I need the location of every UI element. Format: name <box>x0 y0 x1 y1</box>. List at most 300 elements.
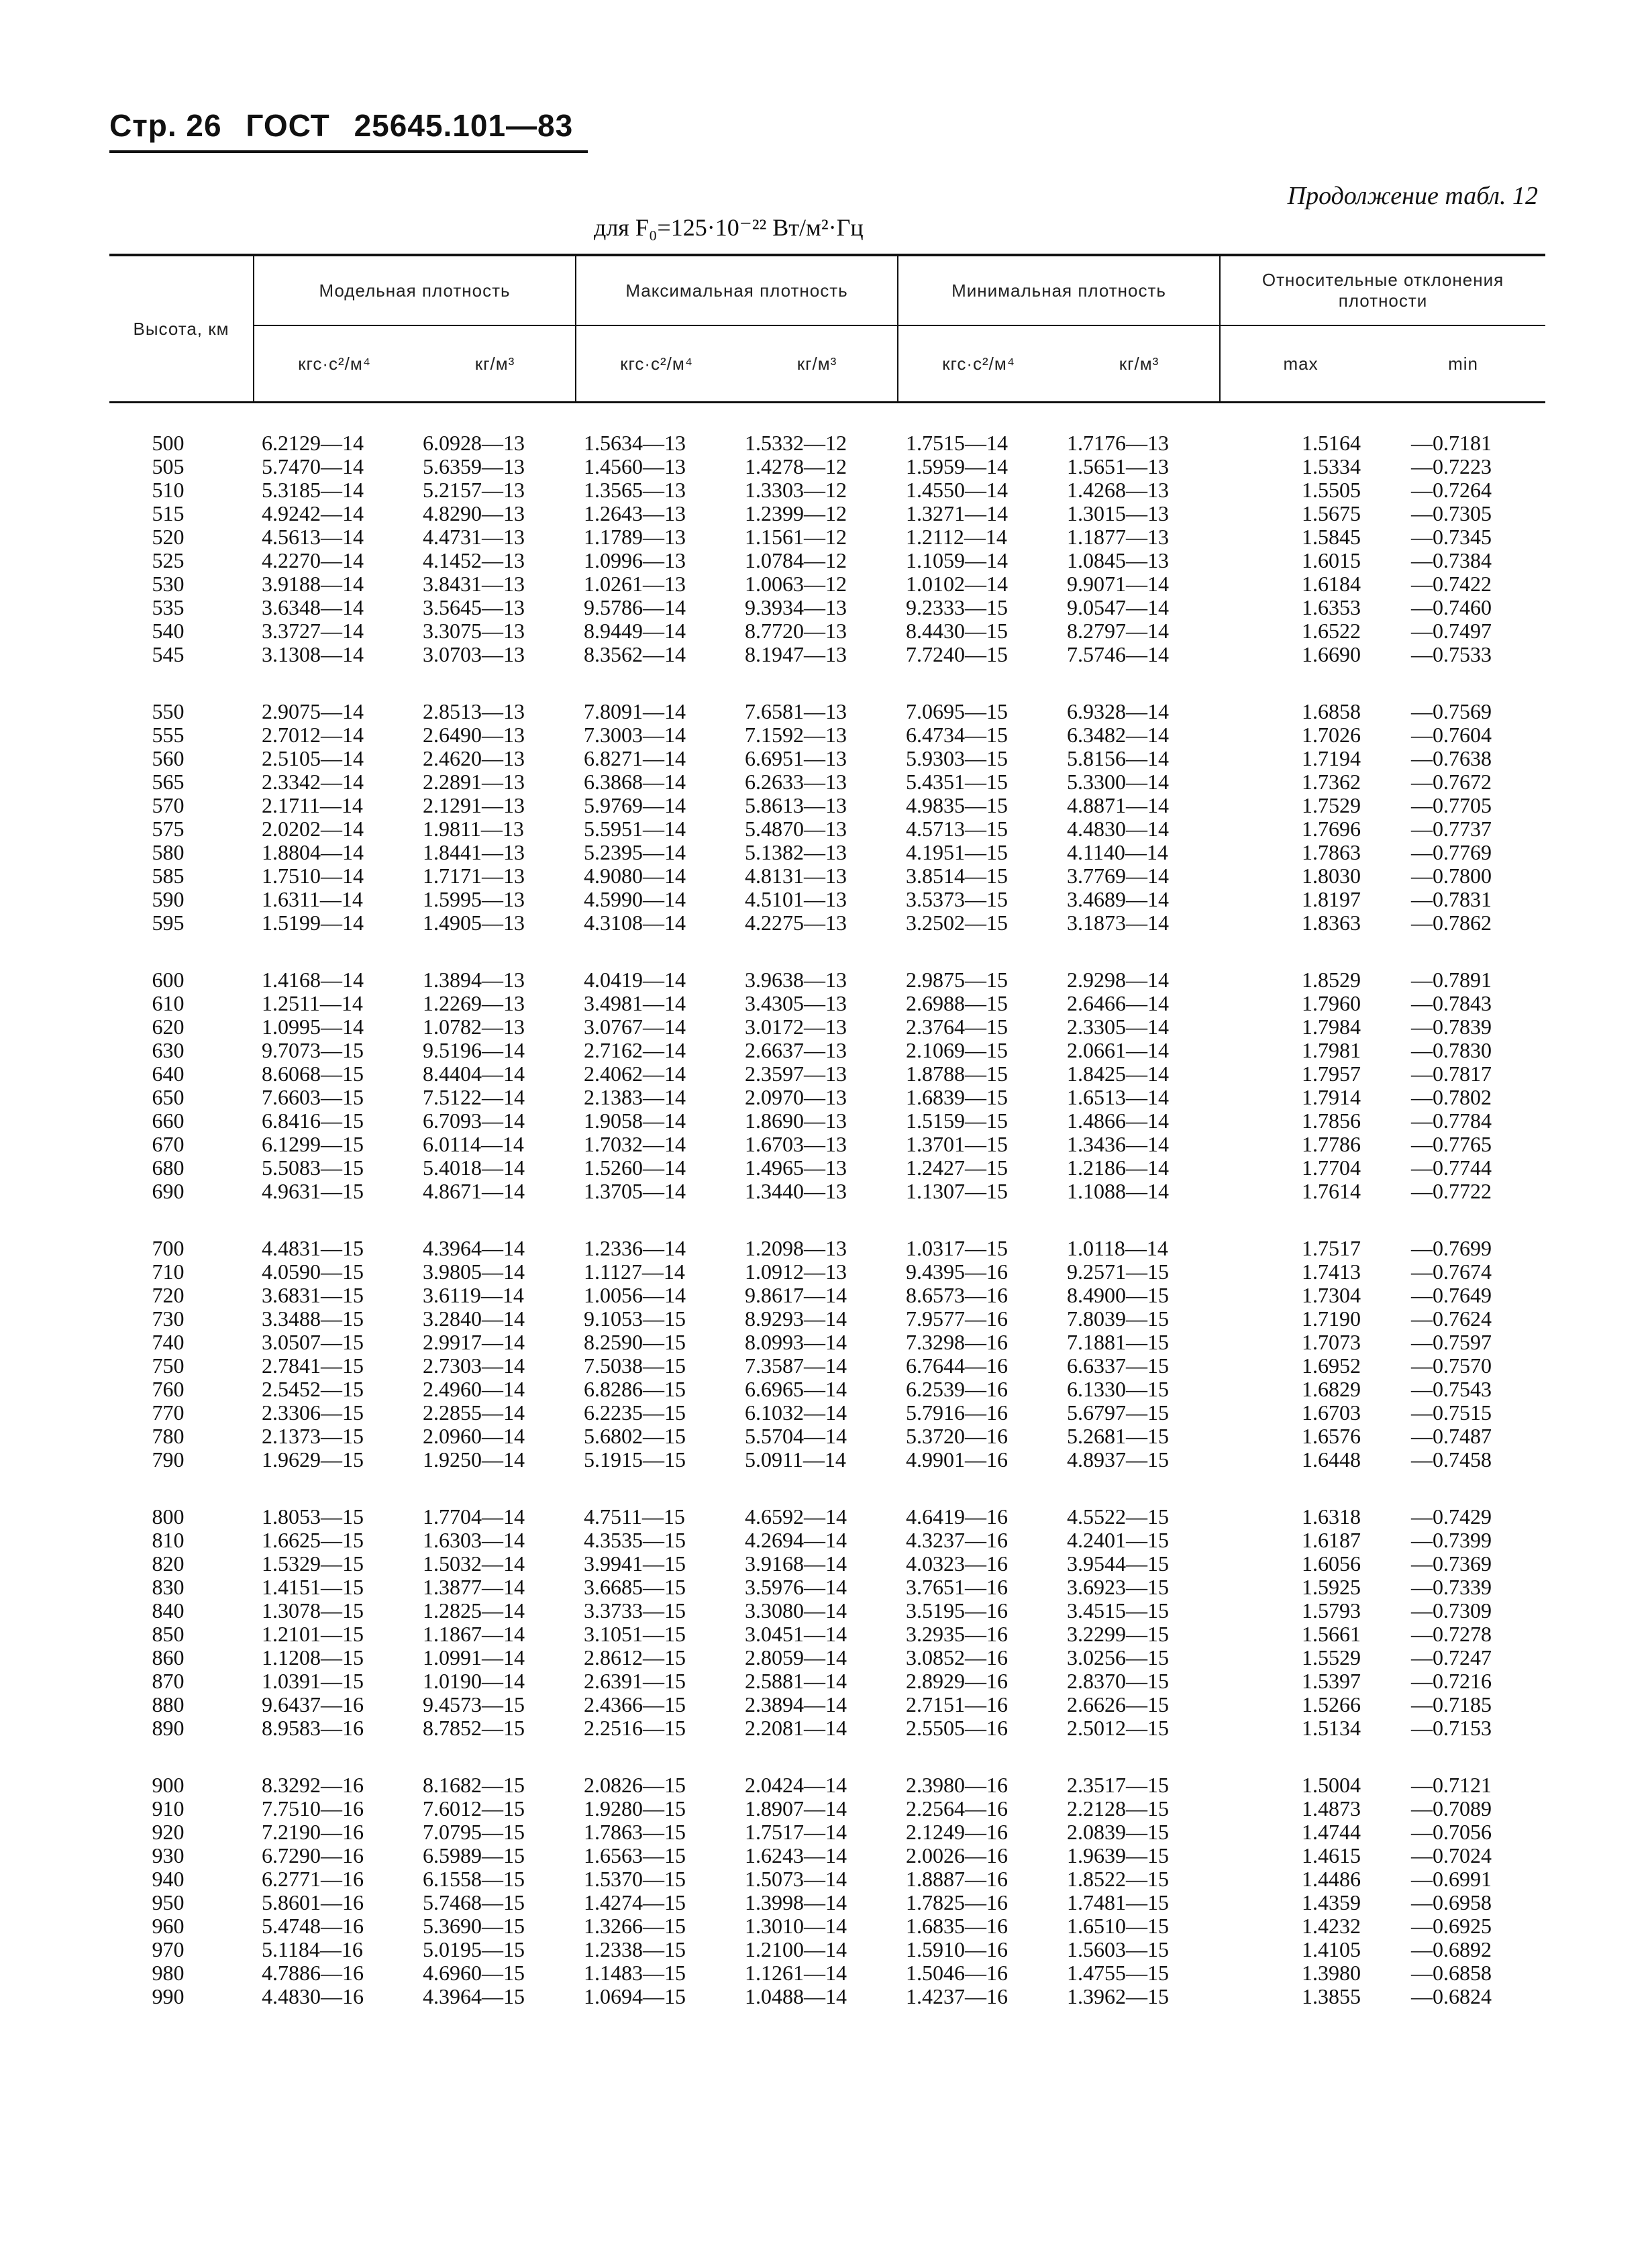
value-cell: 2.4620—13 <box>423 746 525 770</box>
value-cell: 3.9544—15 <box>1067 1551 1170 1576</box>
altitude-cell: 830 <box>152 1575 185 1599</box>
value-cell: 1.3701—15 <box>906 1132 1009 1156</box>
altitude-cell: 510 <box>152 478 185 502</box>
table-row <box>109 1774 1545 1797</box>
table-row <box>109 747 1545 770</box>
altitude-cell: 890 <box>152 1716 185 1740</box>
value-cell: —0.7429 <box>1411 1504 1492 1529</box>
table-row <box>109 502 1545 525</box>
value-cell: 8.3292—16 <box>262 1773 364 1797</box>
value-cell: 1.6311—14 <box>262 887 363 911</box>
altitude-cell: 850 <box>152 1622 185 1646</box>
value-cell: 1.7190 <box>1302 1306 1361 1331</box>
value-cell: 1.3440—13 <box>745 1179 847 1203</box>
value-cell: 1.5529 <box>1302 1645 1361 1670</box>
value-cell: 2.0970—13 <box>745 1085 847 1109</box>
value-cell: 2.1249—16 <box>906 1820 1009 1844</box>
altitude-cell: 640 <box>152 1062 185 1086</box>
altitude-cell: 930 <box>152 1843 185 1867</box>
table-row <box>109 478 1545 502</box>
altitude-cell: 590 <box>152 887 185 911</box>
value-cell: 1.2098—13 <box>745 1236 847 1260</box>
value-cell: 9.2333—15 <box>906 595 1009 619</box>
value-cell: 2.1069—15 <box>906 1038 1009 1062</box>
table-row <box>109 572 1545 596</box>
value-cell: 8.9583—16 <box>262 1716 364 1740</box>
value-cell: 1.4237—16 <box>906 1984 1009 2008</box>
value-cell: 3.5645—13 <box>423 595 525 619</box>
altitude-cell: 570 <box>152 793 185 817</box>
value-cell: 3.0172—13 <box>745 1015 847 1039</box>
value-cell: 1.3705—14 <box>584 1179 686 1203</box>
table-row <box>109 619 1545 643</box>
value-cell: 5.2157—13 <box>423 478 525 502</box>
value-cell: 9.5786—14 <box>584 595 686 619</box>
value-cell: 9.0547—14 <box>1067 595 1170 619</box>
value-cell: —0.7891 <box>1411 968 1492 992</box>
value-cell: 1.1307—15 <box>906 1179 1009 1203</box>
value-cell: 5.5704—14 <box>745 1424 847 1448</box>
value-cell: 1.3010—14 <box>745 1914 847 1938</box>
value-cell: 7.0795—15 <box>423 1820 525 1844</box>
value-cell: 3.5195—16 <box>906 1598 1009 1623</box>
value-cell: 1.8690—13 <box>745 1109 847 1133</box>
value-cell: 1.8907—14 <box>745 1796 847 1820</box>
altitude-cell: 780 <box>152 1424 185 1448</box>
table-row <box>109 1693 1545 1716</box>
table-row <box>109 596 1545 619</box>
value-cell: 9.6437—16 <box>262 1692 364 1716</box>
value-cell: 3.9638—13 <box>745 968 847 992</box>
value-cell: 2.7841—15 <box>262 1353 364 1378</box>
value-cell: 1.6448 <box>1302 1447 1361 1472</box>
table-row <box>109 1156 1545 1180</box>
page-header <box>109 107 588 153</box>
table-row <box>109 1985 1545 2008</box>
table-row <box>109 1867 1545 1891</box>
value-cell: 1.7825—16 <box>906 1890 1009 1914</box>
value-cell: 2.4366—15 <box>584 1692 686 1716</box>
value-cell: 1.5260—14 <box>584 1156 686 1180</box>
value-cell: 5.0195—15 <box>423 1937 525 1961</box>
value-cell: 8.9449—14 <box>584 619 686 643</box>
value-cell: —0.7765 <box>1411 1132 1492 1156</box>
value-cell: 2.6988—15 <box>906 991 1009 1015</box>
altitude-cell: 680 <box>152 1156 185 1180</box>
value-cell: 3.2502—15 <box>906 911 1009 935</box>
table-row <box>109 1237 1545 1260</box>
altitude-cell: 620 <box>152 1015 185 1039</box>
value-cell: 2.3597—13 <box>745 1062 847 1086</box>
value-cell: 2.0424—14 <box>745 1773 847 1797</box>
value-cell: 5.5083—15 <box>262 1156 364 1180</box>
value-cell: 2.0839—15 <box>1067 1820 1170 1844</box>
value-cell: 2.6391—15 <box>584 1669 686 1693</box>
value-cell: 2.2516—15 <box>584 1716 686 1740</box>
table-row <box>109 817 1545 841</box>
value-cell: 2.2855—14 <box>423 1400 525 1425</box>
value-cell: 6.2771—16 <box>262 1867 364 1891</box>
value-cell: 8.4404—14 <box>423 1062 525 1086</box>
value-cell: 1.1127—14 <box>584 1260 685 1284</box>
value-cell: 1.7176—13 <box>1067 431 1170 455</box>
value-cell: 1.8363 <box>1302 911 1361 935</box>
value-cell: 3.7769—14 <box>1067 864 1170 888</box>
table-row <box>109 1425 1545 1448</box>
value-cell: 4.8937—15 <box>1067 1447 1170 1472</box>
value-cell: 1.4232 <box>1302 1914 1361 1938</box>
value-cell: 1.4560—13 <box>584 454 686 478</box>
value-cell: 7.5038—15 <box>584 1353 686 1378</box>
altitude-header: Высота, км <box>109 255 254 403</box>
value-cell: 1.4744 <box>1302 1820 1361 1844</box>
value-cell: 6.3482—14 <box>1067 723 1170 747</box>
value-cell: 1.7304 <box>1302 1283 1361 1307</box>
value-cell: 4.7886—16 <box>262 1961 364 1985</box>
value-cell: 1.9629—15 <box>262 1447 364 1472</box>
value-cell: 1.3015—13 <box>1067 501 1170 525</box>
value-cell: 5.4870—13 <box>745 817 847 841</box>
value-cell: 1.7171—13 <box>423 864 525 888</box>
value-cell: 1.3271—14 <box>906 501 1009 525</box>
value-cell: 1.4905—13 <box>423 911 525 935</box>
altitude-cell: 740 <box>152 1330 185 1354</box>
altitude-cell: 560 <box>152 746 185 770</box>
value-cell: 3.3727—14 <box>262 619 364 643</box>
altitude-cell: 700 <box>152 1236 185 1260</box>
value-cell: 7.3298—16 <box>906 1330 1009 1354</box>
value-cell: 4.2401—15 <box>1067 1528 1170 1552</box>
value-cell: 6.6951—13 <box>745 746 847 770</box>
altitude-cell: 730 <box>152 1306 185 1331</box>
value-cell: 1.8522—15 <box>1067 1867 1170 1891</box>
value-cell: 1.1059—14 <box>906 548 1009 572</box>
value-cell: 1.1088—14 <box>1067 1179 1170 1203</box>
value-cell: 5.4748—16 <box>262 1914 364 1938</box>
value-cell: 1.5134 <box>1302 1716 1361 1740</box>
value-cell: 1.0782—13 <box>423 1015 525 1039</box>
value-cell: 2.6466—14 <box>1067 991 1170 1015</box>
value-cell: 1.8788—15 <box>906 1062 1009 1086</box>
value-cell: 2.5505—16 <box>906 1716 1009 1740</box>
value-cell: 1.0694—15 <box>584 1984 686 2008</box>
group-spacer <box>109 666 1545 700</box>
value-cell: 3.6685—15 <box>584 1575 686 1599</box>
value-cell: 5.2395—14 <box>584 840 686 864</box>
value-cell: 2.2128—15 <box>1067 1796 1170 1820</box>
table-row <box>109 1820 1545 1844</box>
value-cell: 1.7696 <box>1302 817 1361 841</box>
value-cell: 4.5990—14 <box>584 887 686 911</box>
value-cell: 1.0317—15 <box>906 1236 1009 1260</box>
table-row <box>109 723 1545 747</box>
value-cell: 1.6952 <box>1302 1353 1361 1378</box>
value-cell: 1.4486 <box>1302 1867 1361 1891</box>
value-cell: 5.5951—14 <box>584 817 686 841</box>
value-cell: 1.4866—14 <box>1067 1109 1170 1133</box>
value-cell: 1.6015 <box>1302 548 1361 572</box>
value-cell: 1.6187 <box>1302 1528 1361 1552</box>
value-cell: 1.4965—13 <box>745 1156 847 1180</box>
value-cell: 1.7515—14 <box>906 431 1009 455</box>
table-row <box>109 968 1545 992</box>
altitude-cell: 760 <box>152 1377 185 1401</box>
value-cell: —0.7339 <box>1411 1575 1492 1599</box>
value-cell: 2.0026—16 <box>906 1843 1009 1867</box>
value-cell: 6.8416—15 <box>262 1109 364 1133</box>
value-cell: 9.4573—15 <box>423 1692 525 1716</box>
value-cell: 1.8425—14 <box>1067 1062 1170 1086</box>
value-cell: 5.7470—14 <box>262 454 364 478</box>
value-cell: 1.8529 <box>1302 968 1361 992</box>
table-row <box>109 1576 1545 1599</box>
value-cell: 1.5334 <box>1302 454 1361 478</box>
value-cell: 2.0960—14 <box>423 1424 525 1448</box>
value-cell: 3.6923—15 <box>1067 1575 1170 1599</box>
value-cell: 1.0991—14 <box>423 1645 525 1670</box>
value-cell: —0.7384 <box>1411 548 1492 572</box>
value-cell: 1.3962—15 <box>1067 1984 1170 2008</box>
value-cell: 1.9058—14 <box>584 1109 686 1133</box>
value-cell: —0.6892 <box>1411 1937 1492 1961</box>
value-cell: 1.6353 <box>1302 595 1361 619</box>
value-cell: 8.4900—15 <box>1067 1283 1170 1307</box>
value-cell: —0.7369 <box>1411 1551 1492 1576</box>
value-cell: 8.7852—15 <box>423 1716 525 1740</box>
value-cell: 1.4274—15 <box>584 1890 686 1914</box>
value-cell: 1.5073—14 <box>745 1867 847 1891</box>
value-cell: 3.1308—14 <box>262 642 364 666</box>
value-cell: 1.5046—16 <box>906 1961 1009 1985</box>
value-cell: 2.9917—14 <box>423 1330 525 1354</box>
value-cell: 4.6592—14 <box>745 1504 847 1529</box>
value-cell: 1.4550—14 <box>906 478 1009 502</box>
altitude-cell: 950 <box>152 1890 185 1914</box>
value-cell: 3.0507—15 <box>262 1330 364 1354</box>
value-cell: 1.7914 <box>1302 1085 1361 1109</box>
value-cell: 1.3980 <box>1302 1961 1361 1985</box>
value-cell: 9.7073—15 <box>262 1038 364 1062</box>
value-cell: 1.5675 <box>1302 501 1361 525</box>
altitude-cell: 670 <box>152 1132 185 1156</box>
value-cell: 7.2190—16 <box>262 1820 364 1844</box>
value-cell: 1.2825—14 <box>423 1598 525 1623</box>
value-cell: 4.9080—14 <box>584 864 686 888</box>
value-cell: 1.8804—14 <box>262 840 364 864</box>
table-row <box>109 1062 1545 1086</box>
value-cell: 5.8601—16 <box>262 1890 364 1914</box>
value-cell: 1.6184 <box>1302 572 1361 596</box>
value-cell: 6.7290—16 <box>262 1843 364 1867</box>
value-cell: 3.6348—14 <box>262 595 364 619</box>
value-cell: 1.7026 <box>1302 723 1361 747</box>
value-cell: 2.7151—16 <box>906 1692 1009 1716</box>
value-cell: 6.1299—15 <box>262 1132 364 1156</box>
value-cell: 3.5976—14 <box>745 1575 847 1599</box>
value-cell: 1.0056—14 <box>584 1283 686 1307</box>
value-cell: —0.7604 <box>1411 723 1492 747</box>
value-cell: 5.1915—15 <box>584 1447 686 1472</box>
altitude-cell: 520 <box>152 525 185 549</box>
value-cell: 1.4278—12 <box>745 454 847 478</box>
table-row <box>109 1797 1545 1820</box>
value-cell: 1.5397 <box>1302 1669 1361 1693</box>
value-cell: 7.8091—14 <box>584 699 686 723</box>
value-cell: —0.7247 <box>1411 1645 1492 1670</box>
value-cell: 2.5105—14 <box>262 746 364 770</box>
value-cell: 2.9298—14 <box>1067 968 1170 992</box>
value-cell: 8.2797—14 <box>1067 619 1170 643</box>
value-cell: 1.6625—15 <box>262 1528 364 1552</box>
table-row <box>109 1938 1545 1961</box>
value-cell: 1.3855 <box>1302 1984 1361 2008</box>
value-cell: 6.1330—15 <box>1067 1377 1170 1401</box>
value-cell: 4.2270—14 <box>262 548 364 572</box>
value-cell: 1.5505 <box>1302 478 1361 502</box>
altitude-cell: 575 <box>152 817 185 841</box>
value-cell: 1.6858 <box>1302 699 1361 723</box>
value-cell: 1.0261—13 <box>584 572 686 596</box>
value-cell: 1.7863 <box>1302 840 1361 864</box>
value-cell: 1.0102—14 <box>906 572 1009 596</box>
value-cell: 2.7012—14 <box>262 723 364 747</box>
value-cell: 7.6012—15 <box>423 1796 525 1820</box>
standard-label: ГОСТ <box>246 108 330 143</box>
value-cell: 8.0993—14 <box>745 1330 847 1354</box>
altitude-cell: 530 <box>152 572 185 596</box>
value-cell: —0.7223 <box>1411 454 1492 478</box>
value-cell: —0.7570 <box>1411 1353 1492 1378</box>
value-cell: 1.7863—15 <box>584 1820 686 1844</box>
altitude-cell: 505 <box>152 454 185 478</box>
value-cell: 5.1184—16 <box>262 1937 363 1961</box>
value-cell: 1.6056 <box>1302 1551 1361 1576</box>
table-row <box>109 794 1545 817</box>
value-cell: 1.2101—15 <box>262 1622 364 1646</box>
value-cell: 4.4830—14 <box>1067 817 1170 841</box>
value-cell: —0.7309 <box>1411 1598 1492 1623</box>
value-cell: 2.8513—13 <box>423 699 525 723</box>
table-row <box>109 549 1545 572</box>
altitude-cell: 515 <box>152 501 185 525</box>
value-cell: 6.6337—15 <box>1067 1353 1170 1378</box>
value-cell: 1.5995—13 <box>423 887 525 911</box>
altitude-cell: 820 <box>152 1551 185 1576</box>
value-cell: 6.2235—15 <box>584 1400 686 1425</box>
value-cell: 5.9769—14 <box>584 793 686 817</box>
table-row <box>109 1844 1545 1867</box>
value-cell: 1.2643—13 <box>584 501 686 525</box>
value-cell: 3.3488—15 <box>262 1306 364 1331</box>
value-cell: —0.7674 <box>1411 1260 1492 1284</box>
value-cell: —0.7862 <box>1411 911 1492 935</box>
value-cell: 4.6419—16 <box>906 1504 1009 1529</box>
value-cell: 1.6839—15 <box>906 1085 1009 1109</box>
value-cell: —0.7784 <box>1411 1109 1492 1133</box>
value-cell: 8.6068—15 <box>262 1062 364 1086</box>
table-row <box>109 1086 1545 1109</box>
value-cell: 1.6703 <box>1302 1400 1361 1425</box>
value-cell: 1.1867—14 <box>423 1622 525 1646</box>
altitude-cell: 525 <box>152 548 185 572</box>
value-cell: 1.0995—14 <box>262 1015 364 1039</box>
altitude-cell: 980 <box>152 1961 185 1985</box>
value-cell: —0.7422 <box>1411 572 1492 596</box>
table-row <box>109 1039 1545 1062</box>
value-cell: 1.5845 <box>1302 525 1361 549</box>
altitude-cell: 880 <box>152 1692 185 1716</box>
value-cell: 2.3894—14 <box>745 1692 847 1716</box>
value-cell: 1.2338—15 <box>584 1937 686 1961</box>
altitude-cell: 770 <box>152 1400 185 1425</box>
altitude-cell: 555 <box>152 723 185 747</box>
value-cell: 2.1373—15 <box>262 1424 364 1448</box>
altitude-cell: 600 <box>152 968 185 992</box>
value-cell: 1.0063—12 <box>745 572 847 596</box>
value-cell: 4.1951—15 <box>906 840 1009 864</box>
value-cell: —0.7533 <box>1411 642 1492 666</box>
value-cell: 1.7510—14 <box>262 864 364 888</box>
altitude-cell: 810 <box>152 1528 185 1552</box>
value-cell: 1.5199—14 <box>262 911 364 935</box>
altitude-cell: 580 <box>152 840 185 864</box>
value-cell: 1.5959—14 <box>906 454 1009 478</box>
value-cell: 5.8613—13 <box>745 793 847 817</box>
value-cell: 7.3003—14 <box>584 723 686 747</box>
value-cell: 1.4268—13 <box>1067 478 1170 502</box>
value-cell: 3.1873—14 <box>1067 911 1170 935</box>
value-cell: 5.6802—15 <box>584 1424 686 1448</box>
value-cell: 5.2681—15 <box>1067 1424 1170 1448</box>
value-cell: 2.7303—14 <box>423 1353 525 1378</box>
value-cell: 8.7720—13 <box>745 619 847 643</box>
value-cell: 4.4831—15 <box>262 1236 364 1260</box>
value-cell: —0.7802 <box>1411 1085 1492 1109</box>
max-header: max <box>1220 325 1381 403</box>
value-cell: 3.2935—16 <box>906 1622 1009 1646</box>
value-cell: 1.8197 <box>1302 887 1361 911</box>
value-cell: 3.4515—15 <box>1067 1598 1170 1623</box>
value-cell: —0.7649 <box>1411 1283 1492 1307</box>
altitude-cell: 840 <box>152 1598 185 1623</box>
value-cell: —0.7216 <box>1411 1669 1492 1693</box>
value-cell: 6.6965—14 <box>745 1377 847 1401</box>
value-cell: —0.7487 <box>1411 1424 1492 1448</box>
altitude-cell: 660 <box>152 1109 185 1133</box>
value-cell: 3.6831—15 <box>262 1283 364 1307</box>
altitude-cell: 545 <box>152 642 185 666</box>
value-cell: 1.7194 <box>1302 746 1361 770</box>
value-cell: 6.2129—14 <box>262 431 364 455</box>
value-cell: 1.7517 <box>1302 1236 1361 1260</box>
value-cell: 1.2511—14 <box>262 991 363 1015</box>
value-cell: 5.8156—14 <box>1067 746 1170 770</box>
value-cell: 4.3535—15 <box>584 1528 686 1552</box>
relative-deviation-header: Относительные отклонения плотности <box>1220 255 1545 325</box>
table-row <box>109 841 1545 864</box>
value-cell: —0.7181 <box>1411 431 1492 455</box>
table-row <box>109 1646 1545 1670</box>
altitude-cell: 940 <box>152 1867 185 1891</box>
value-cell: 1.8441—13 <box>423 840 525 864</box>
value-cell: 2.0661—14 <box>1067 1038 1170 1062</box>
altitude-cell: 750 <box>152 1353 185 1378</box>
value-cell: 3.0767—14 <box>584 1015 686 1039</box>
value-cell: 1.3266—15 <box>584 1914 686 1938</box>
table-row <box>109 770 1545 794</box>
value-cell: 4.6960—15 <box>423 1961 525 1985</box>
value-cell: —0.7515 <box>1411 1400 1492 1425</box>
